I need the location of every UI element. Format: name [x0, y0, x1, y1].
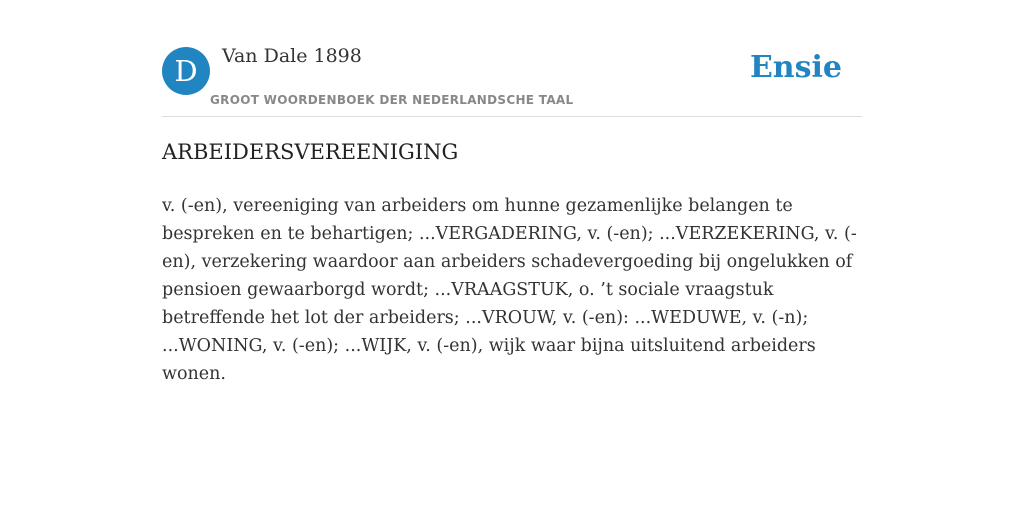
entry-card [162, 0, 862, 512]
source-subtitle: GROOT WOORDENBOEK DER NEDERLANDSCHE TAAL [210, 93, 574, 107]
entry-title: ARBEIDERSVEREENIGING [162, 140, 459, 164]
source-title[interactable]: Van Dale 1898 [222, 45, 362, 67]
entry-definition: v. (-en), vereeniging van arbeiders om hunne gezamenlijke belangen te bespreken en te behartigen; ...VERGADERING, v. (-en); ...VERZEKERING, v. (-en), verzekering waardoor aan arbeiders schadevergoeding bij ongelukken of pensioen gewaarborgd wordt; ...VRAAGSTUK, o. ’t sociale vraagstuk betreffende het lot der arbeiders; ...VROUW, v. (-en): ...WEDUWE, v. (-n); ...WONING, v. (-en); ...WIJK, v. (-en), wijk waar bijna uitsluitend arbeiders wonen. [162, 196, 857, 384]
source-header [162, 0, 862, 117]
source-avatar[interactable]: D [162, 47, 210, 95]
brand-logo[interactable]: Ensie [749, 50, 842, 85]
